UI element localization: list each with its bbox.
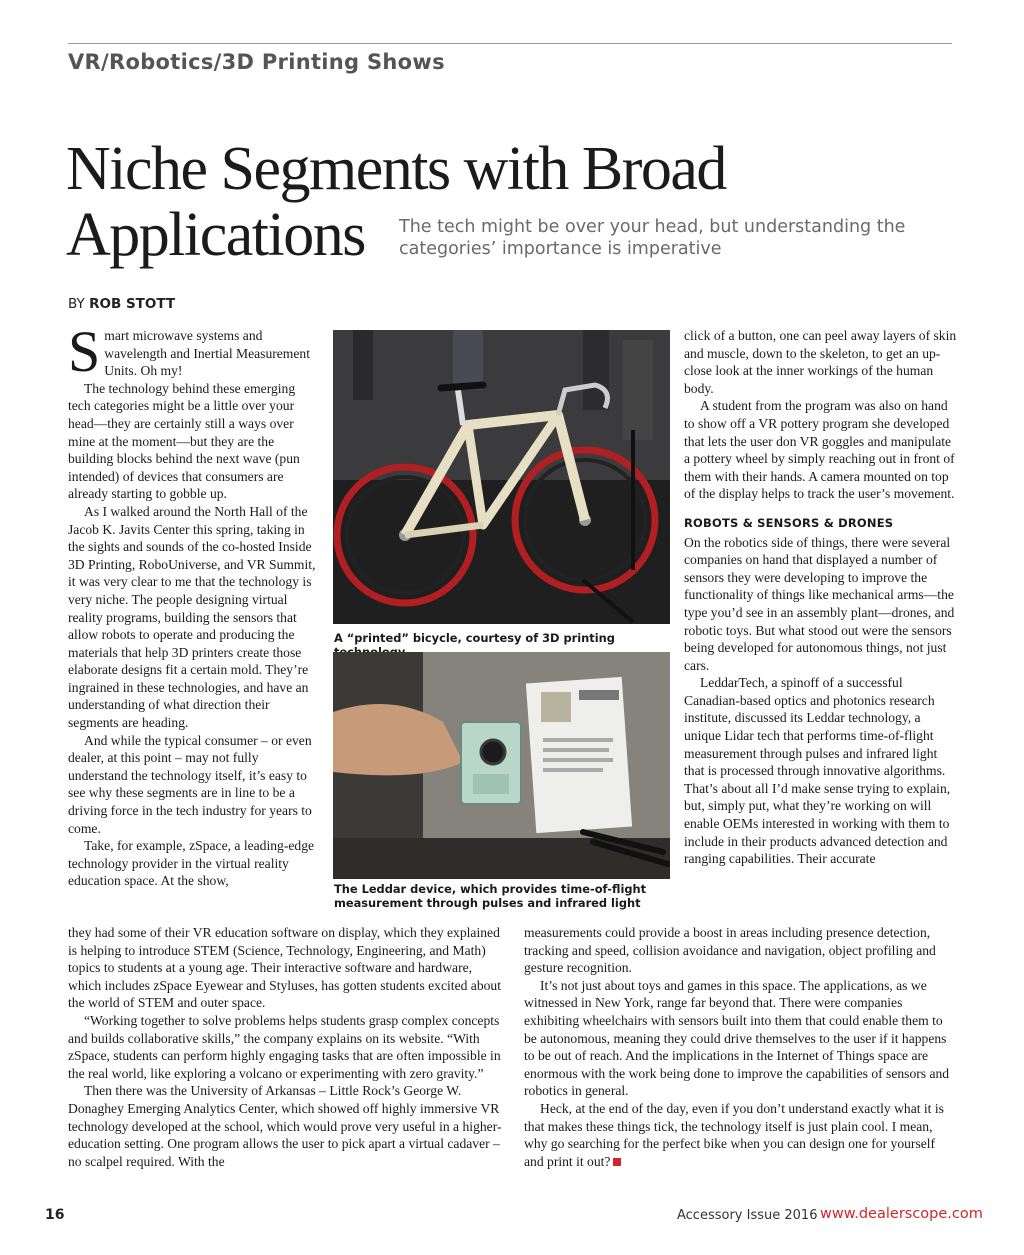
bicycle-photo [333,330,670,624]
leddar-device-photo [333,652,670,879]
paragraph: A student from the program was also on hand to show off a VR pottery program she developed that lets the user don VR goggles and manipulate a pottery wheel by simply reaching out in front of them with their hands. A camera mounted on top of the display helps to track the user’s movement. [684,398,955,502]
drop-cap: S [68,319,101,384]
paragraph: And while the typical consumer – or even dealer, at this point – may not fully understand the technology itself, it’s easy to see why these segments are in line to be a driving force in the tech industry for years to come. [68,732,312,836]
author-name: ROB STOTT [89,296,176,312]
bicycle-caption: A “printed” bicycle, courtesy of 3D printing [334,631,615,645]
article-column-bottom-left [68,924,504,1170]
paragraph: LeddarTech, a spinoff of a successful Canadian-based optics and photonics research institute, discussed its Leddar technology, a unique Lidar tech that performs time-of-flight measurement through pulses and infrared light that is processed through innovative algorithms. That’s about all I’d make sense trying to explain, but, simply put, what they’re working on will enable OEMs interested in working with them to include in their products advanced detection and ranging capabilities. Their accurate [684,675,951,867]
headline-line-2: Applications [66,201,365,269]
article-column-left [68,319,318,890]
leddar-illustration [333,652,670,879]
paragraph: It’s not just about toys and games in this space. The applications, as we witnessed in New York, range far beyond that. There were companies exhibiting wheelchairs with sensors built into them that could enable them to be autonomous, meaning they could drive themselves to the user if it happens to be out of reach. And the implications in the Internet of Things space are enormous with the work being done to improve the capabilities of sensors and robotics in general. [524,977,950,1099]
article-column-bottom-right [524,924,958,1170]
paragraph: click of a button, one can peel away layers of skin and muscle, down to the skeleton, to get an up-close look at the inner workings of the human body. [684,328,957,396]
paragraph: they had some of their VR education software on display, which they explained is helping to introduce STEM (Science, Technology, Engineering, and Math) topics to students at a young age. Their interactive software and hardware, which includes zSpace Eyewear and Styluses, has gotten students excited about the world of STEM and outer space. [68,925,501,1011]
paragraph: Then there was the University of Arkansas – Little Rock’s George W. Donaghey Emerging Analytics Center, which showed off highly immersive VR technology developed at the school, which would prove very useful in a higher-education setting. One program allows the user to pick apart a virtual cadaver – no scalpel required. With the [68,1083,502,1169]
paragraph: Smart microwave systems and wavelength and Inertial Measurement Units. Oh my! [68,319,310,384]
bicycle-illustration [333,330,670,624]
page-number: 16 [45,1207,65,1223]
headline-line-1: Niche Segments with Broad [66,135,726,203]
article-column-right [684,327,958,868]
paragraph: “Working together to solve problems helps students grasp complex concepts and builds collaborative skills,” the company explains on its website. “With zSpace, students can perform highly engaging tasks that are often impossible in the real world, like exploring a volcano or experimenting with zero gravity.” [68,1012,501,1081]
paragraph: Take, for example, zSpace, a leading-edge technology provider in the virtual reality education space. At the show, [68,838,315,889]
byline-prefix: BY [68,296,85,312]
paragraph: measurements could provide a boost in areas including presence detection, tracking and speed, collision avoidance and navigation, object profiling and gesture recognition. [524,925,936,976]
subhead: ROBOTS & SENSORS & DRONES [684,515,894,530]
header-rule [68,43,952,44]
paragraph: The technology behind these emerging tech categories might be a little over your head—they are certainly still a ways over mine at the moment—but they are the building blocks behind the next wave (pun intended) of devices that consumers are already starting to gobble up. [68,380,300,502]
byline [68,296,175,312]
section-label: VR/Robotics/3D Printing Shows [68,50,445,74]
article-deck: The tech might be over your head, but understanding the categories’ importance is imperative [399,217,906,259]
issue-label: Accessory Issue 2016 [677,1208,818,1223]
paragraph: As I walked around the North Hall of the Jacob K. Javits Center this spring, taking in the sights and sounds of the co-hosted Inside 3D Printing, RoboUniverse, and VR Summit, it was very clear to me that the technology is very niche. The people designing virtual reality programs, building the sensors that allow robots to operate and producing the materials that help 3D printers create those elaborate designs fit a certain mold. They’re ingrained in these technologies, and have an understanding of what direction their segments are heading. [68,503,316,731]
website-link[interactable]: www.dealerscope.com [820,1206,983,1222]
end-mark-icon [613,1158,621,1166]
leddar-caption: The Leddar device, which provides time-of-flight measurement through pulses and infrared light [334,882,647,910]
paragraph: Heck, at the end of the day, even if you don’t understand exactly what it is that makes these things tick, the technology itself is just plain cool. I mean, why go searching for the perfect bike when you can design one for yourself and print it out? [524,1100,944,1169]
paragraph: On the robotics side of things, there were several companies on hand that displayed a number of sensors they were developing to improve the functionality of things like mechanical arms—the type you’d see in an assembly plant—drones, and robotic toys. But what stood out were the sensors being developed for autonomous things, not just cars. [684,534,955,673]
